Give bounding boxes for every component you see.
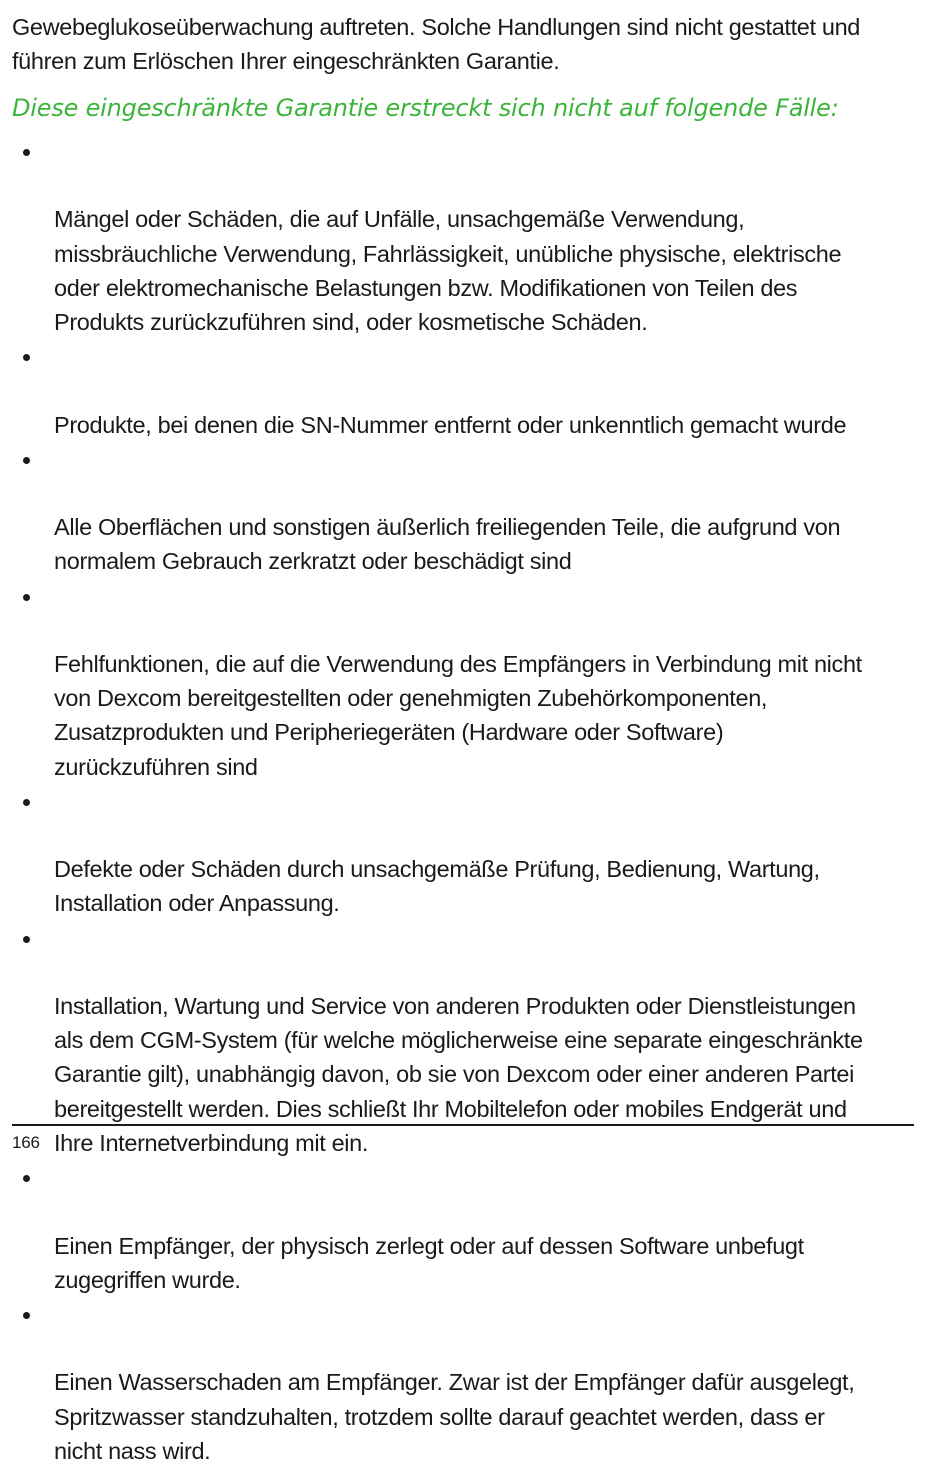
list-item xyxy=(0,1160,930,1297)
list-item xyxy=(0,1297,930,1468)
list-item xyxy=(0,442,930,579)
bullet-icon xyxy=(23,936,30,943)
footer-divider xyxy=(12,1124,914,1126)
bullet-icon xyxy=(23,1175,30,1182)
list-item-text: Defekte oder Schäden durch unsachgemäße Prüfung, Bedienung, Wartung, Installation oder Anpassung. xyxy=(54,856,820,917)
list-item xyxy=(0,134,930,339)
list-item-text: Installation, Wartung und Service von anderen Produkten oder Dienstleistungen als dem CGM-System (für welche möglicherweise eine separate eingeschränkte Garantie gilt), unabhängig davon, ob sie von Dexcom oder einer anderen Partei bereitgestellt werden. Dies schließt Ihr Mobiltelefon oder mobiles Endgerät und Ihre Internetverbindung mit ein. xyxy=(54,993,863,1156)
exclusion-list xyxy=(0,134,930,1468)
bullet-icon xyxy=(23,594,30,601)
list-item-text: Einen Empfänger, der physisch zerlegt oder auf dessen Software unbefugt zugegriffen wurde. xyxy=(54,1232,804,1293)
list-item-text: Produkte, bei denen die SN-Nummer entfernt oder unkenntlich gemacht wurde xyxy=(54,411,847,438)
bullet-icon xyxy=(23,457,30,464)
bullet-icon xyxy=(23,1312,30,1319)
list-item xyxy=(0,339,930,442)
bullet-icon xyxy=(23,799,30,806)
list-item xyxy=(0,579,930,784)
bullet-icon xyxy=(23,149,30,156)
list-item xyxy=(0,784,930,921)
intro-paragraph: Gewebeglukoseüberwachung auftreten. Solche Handlungen sind nicht gestattet und führen zum Erlöschen Ihrer eingeschränkten Garantie. xyxy=(12,14,861,74)
list-item-text: Einen Wasserschaden am Empfänger. Zwar ist der Empfänger dafür ausgelegt, Spritzwasser standzuhalten, trotzdem sollte darauf geachtet werden, dass er nicht nass wird. xyxy=(54,1369,855,1464)
bullet-icon xyxy=(23,354,30,361)
page-number: 166 xyxy=(12,1133,40,1152)
list-item-text: Mängel oder Schäden, die auf Unfälle, unsachgemäße Verwendung, missbräuchliche Verwendung, Fahrlässigkeit, unübliche physische, elektrische oder elektromechanische Belastungen bzw. Modifikationen von Teilen des Produkts zurückzuführen sind, oder kosmetische Schäden. xyxy=(54,206,842,336)
section-heading: Diese eingeschränkte Garantie erstreckt sich nicht auf folgende Fälle: xyxy=(12,94,839,122)
list-item-text: Fehlfunktionen, die auf die Verwendung des Empfängers in Verbindung mit nicht von Dexcom bereitgestellten oder genehmigten Zubehörkomponenten, Zusatzprodukten und Peripheriegeräten (Hardware oder Software) zurückzuführen sind xyxy=(54,651,862,780)
list-item-text: Alle Oberflächen und sonstigen äußerlich freiliegenden Teile, die aufgrund von normalem Gebrauch zerkratzt oder beschädigt sind xyxy=(54,514,841,575)
